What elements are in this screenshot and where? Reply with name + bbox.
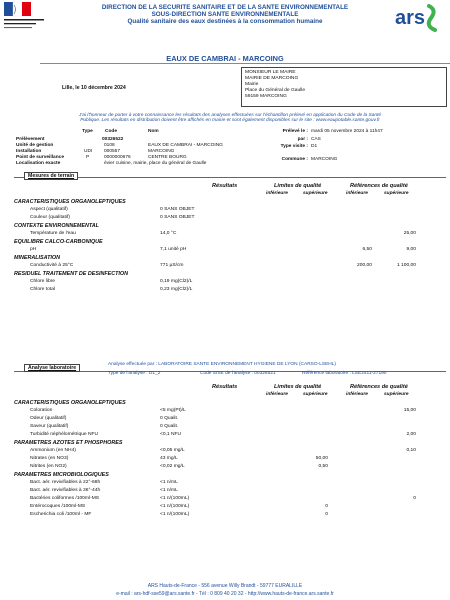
param-ref-sup: 0,10 bbox=[406, 448, 416, 453]
param-result: <0,1 NFU bbox=[160, 432, 182, 437]
id-location: évier cuisine, mairie, place du général de Gaulle bbox=[104, 161, 207, 166]
param-ref-sup: 0 bbox=[413, 496, 416, 501]
id-code: 00326522 bbox=[102, 137, 124, 142]
param-result: 0 Qualit. bbox=[160, 424, 179, 429]
id-nom: CENTRE BOURG bbox=[148, 155, 187, 160]
param-result: <5 mg(Pt)/L bbox=[160, 408, 186, 413]
section-title: CARACTERISTIQUES ORGANOLEPTIQUES bbox=[14, 400, 126, 406]
param-name: Bactéries coliformes /100ml-MS bbox=[30, 496, 100, 501]
param-result: <1 n/(100mL) bbox=[160, 496, 190, 501]
param-result: <1 n/mL bbox=[160, 488, 178, 493]
address-line: Mairie bbox=[245, 81, 259, 87]
param-name: Turbidité néphélométrique NFU bbox=[30, 432, 99, 437]
param-ref-inf: 200,00 bbox=[357, 263, 372, 268]
id-label: Point de surveillance bbox=[16, 155, 64, 160]
section-title: PARAMETRES MICROBIOLOGIQUES bbox=[14, 472, 109, 478]
param-name: Ammonium (en NH4) bbox=[30, 448, 76, 453]
svg-text:ars: ars bbox=[395, 7, 426, 29]
right-label: Commune : bbox=[281, 157, 308, 162]
section-title: MINERALISATION bbox=[14, 255, 61, 261]
id-header-type: Type bbox=[82, 129, 93, 134]
terrain-col-limits: Limites de qualité bbox=[274, 183, 322, 189]
address-line: Place du Général de Gaulle bbox=[245, 87, 306, 93]
param-result: 43 mg/L bbox=[160, 456, 178, 461]
param-name: Saveur (qualitatif) bbox=[30, 424, 69, 429]
right-label: Prélevé le : bbox=[282, 129, 308, 134]
terrain-ref-inf: inférieure bbox=[346, 191, 368, 196]
labo-inf: inférieure bbox=[266, 392, 288, 397]
section-title: EQUILIBRE CALCO-CARBONIQUE bbox=[14, 239, 103, 245]
param-result: <0,02 mg/L bbox=[160, 464, 185, 469]
title-divider bbox=[40, 63, 450, 64]
republique-francaise-logo bbox=[4, 2, 48, 32]
footer-contact: e-mail : ars-hdf-sse59@ars.sante.fr - Tél : 0 809 40 20 32 - http://www.hauts-de-france.ars.sante.fr bbox=[116, 591, 334, 597]
param-name: Odeur (qualitatif) bbox=[30, 416, 67, 421]
terrain-ref-sup: supérieure bbox=[384, 191, 409, 196]
param-ref-sup: 1 100,00 bbox=[396, 263, 416, 268]
param-name: pH bbox=[30, 247, 37, 252]
labo-sup: supérieure bbox=[303, 392, 328, 397]
param-name: Nitrites (en NO2) bbox=[30, 464, 67, 469]
id-type: UDI bbox=[84, 149, 93, 154]
param-ref-sup: 25,00 bbox=[403, 231, 416, 236]
right-value: CAS bbox=[311, 137, 321, 142]
param-name: Nitrates (en NO3) bbox=[30, 456, 69, 461]
terrain-sup: supérieure bbox=[303, 191, 328, 196]
id-nom: MARCOING bbox=[148, 149, 175, 154]
id-label: Unité de gestion bbox=[16, 143, 54, 148]
header-line-1: DIRECTION DE LA SECURITE SANITAIRE ET DE LA SANTE ENVIRONNEMENTALE bbox=[101, 4, 349, 11]
param-name: Température de l'eau bbox=[30, 231, 76, 236]
id-nom: EAUX DE CAMBRAI - MARCOING bbox=[148, 143, 223, 148]
param-name: Chlore total bbox=[30, 287, 56, 292]
param-limit-sup: 0,50 bbox=[318, 464, 328, 469]
param-ref-inf: 6,50 bbox=[362, 247, 372, 252]
place-date: Lille, le 10 décembre 2024 bbox=[62, 85, 126, 91]
terrain-inf: inférieure bbox=[266, 191, 288, 196]
param-name: Conductivité à 25°C bbox=[30, 263, 74, 268]
id-code: 000557 bbox=[104, 149, 121, 154]
param-name: Chlore libre bbox=[30, 279, 56, 284]
param-name: Aspect (qualitatif) bbox=[30, 207, 68, 212]
param-result: <1 n/(100mL) bbox=[160, 504, 190, 509]
param-result: 0 Qualit. bbox=[160, 416, 179, 421]
recipient-address bbox=[241, 67, 447, 107]
labo-col-refs: Références de qualité bbox=[350, 384, 408, 390]
section-title: PARAMETRES AZOTES ET PHOSPHORES bbox=[14, 440, 123, 446]
section-title: RESIDUEL TRAITEMENT DE DESINFECTION bbox=[14, 271, 129, 277]
header-line-3: Qualité sanitaire des eaux destinées à la consommation humaine bbox=[127, 18, 323, 25]
labo-code: Code SISE de l'analyse : 00326521 bbox=[200, 371, 276, 376]
id-code: 0108 bbox=[104, 143, 115, 148]
labo-type: Type de l'analyse : D1_2 bbox=[108, 371, 161, 376]
labo-performed-by: Analyse effectuée par : LABORATOIRE SANTE ENVIRONNEMENT HYGIENE DE LYON (CARSO-LSEHL) bbox=[108, 362, 337, 367]
id-header-nom: Nom bbox=[148, 129, 159, 134]
labo-col-limits: Limites de qualité bbox=[274, 384, 322, 390]
labo-ref-sup: supérieure bbox=[384, 392, 409, 397]
address-line: MAIRIE DE MARCOING bbox=[245, 75, 299, 81]
footer-address: ARS Hauts-de-France - 556 avenue Willy Brandt - 59777 EURALILLE bbox=[147, 583, 303, 589]
id-type: P bbox=[86, 155, 90, 160]
section-title: CARACTERISTIQUES ORGANOLEPTIQUES bbox=[14, 199, 126, 205]
labo-box-label: Analyse laboratoire bbox=[24, 364, 80, 372]
terrain-divider bbox=[14, 177, 446, 178]
param-result: 14,0 °C bbox=[160, 231, 177, 236]
right-value: mardi 05 novembre 2024 à 11h47 bbox=[311, 129, 383, 134]
param-name: Escherichia coli /100ml - MF bbox=[30, 512, 92, 517]
intro-text bbox=[20, 113, 440, 124]
param-name: Bact. aér. revivifiables à 36°-44h bbox=[30, 488, 101, 493]
address-line: MONSIEUR LE MAIRE bbox=[245, 70, 296, 75]
labo-col-results: Résultats bbox=[212, 384, 238, 390]
param-result: 0 SANS OBJET bbox=[160, 215, 195, 220]
address-line: 59159 MARCOING bbox=[245, 93, 287, 99]
param-name: Entérocoques /100ml-MS bbox=[30, 504, 86, 509]
intro-line: Publique. Les résultats en distribution doivent être affichés en mairie et sont également disponibles sur le site : www.eaupotable.sante.gouv.fr bbox=[80, 118, 380, 124]
id-code: 0000000676 bbox=[104, 155, 131, 160]
param-result: <1 n/mL bbox=[160, 480, 178, 485]
param-result: 771 µS/cm bbox=[160, 263, 184, 268]
page-title: EAUX DE CAMBRAI - MARCOING bbox=[166, 54, 284, 63]
labo-ref-inf: inférieure bbox=[346, 392, 368, 397]
param-limit-sup: 0 bbox=[325, 504, 328, 509]
param-result: <0,05 mg/L bbox=[160, 448, 185, 453]
param-result: 0,19 mg(Cl2)/L bbox=[160, 279, 193, 284]
id-header-code: Code bbox=[105, 129, 117, 134]
param-limit-sup: 50,00 bbox=[315, 456, 328, 461]
section-title: CONTEXTE ENVIRONNEMENTAL bbox=[14, 223, 99, 229]
terrain-box-label: Mesures de terrain bbox=[24, 172, 78, 180]
intro-line: J'ai l'honneur de porter à votre connaissance les résultats des analyses effectuées sur l'échantillon prélevé en application du Code de la Santé bbox=[78, 113, 382, 118]
param-ref-sup: 9,00 bbox=[406, 247, 416, 252]
ars-logo bbox=[393, 2, 447, 32]
id-label: Prélèvement bbox=[16, 137, 45, 142]
param-ref-sup: 15,00 bbox=[403, 408, 416, 413]
param-result: 0,23 mg(Cl2)/L bbox=[160, 287, 193, 292]
right-value: MARCOING bbox=[311, 157, 338, 162]
labo-ref: Référence laboratoire : LSE2411-27190 bbox=[302, 371, 387, 376]
terrain-col-refs: Références de qualité bbox=[350, 183, 408, 189]
header-line-2: SOUS-DIRECTION SANTE ENVIRONNEMENTALE bbox=[151, 11, 299, 18]
right-label: Type visite : bbox=[280, 144, 308, 149]
param-result: <1 n/(100mL) bbox=[160, 512, 190, 517]
right-value: D1 bbox=[311, 144, 318, 149]
id-label: Installation bbox=[16, 149, 42, 154]
param-name: Coloration bbox=[30, 408, 53, 413]
param-ref-sup: 2,00 bbox=[406, 432, 416, 437]
param-limit-sup: 0 bbox=[325, 512, 328, 517]
id-label: Localisation exacte bbox=[16, 161, 61, 166]
terrain-col-results: Résultats bbox=[212, 183, 238, 189]
param-result: 0 SANS OBJET bbox=[160, 207, 195, 212]
param-result: 7,1 unité pH bbox=[160, 247, 187, 252]
param-name: Bact. aér. revivifiables à 22°-68h bbox=[30, 480, 101, 485]
param-name: Couleur (qualitatif) bbox=[30, 215, 70, 220]
right-label: par : bbox=[297, 137, 308, 142]
